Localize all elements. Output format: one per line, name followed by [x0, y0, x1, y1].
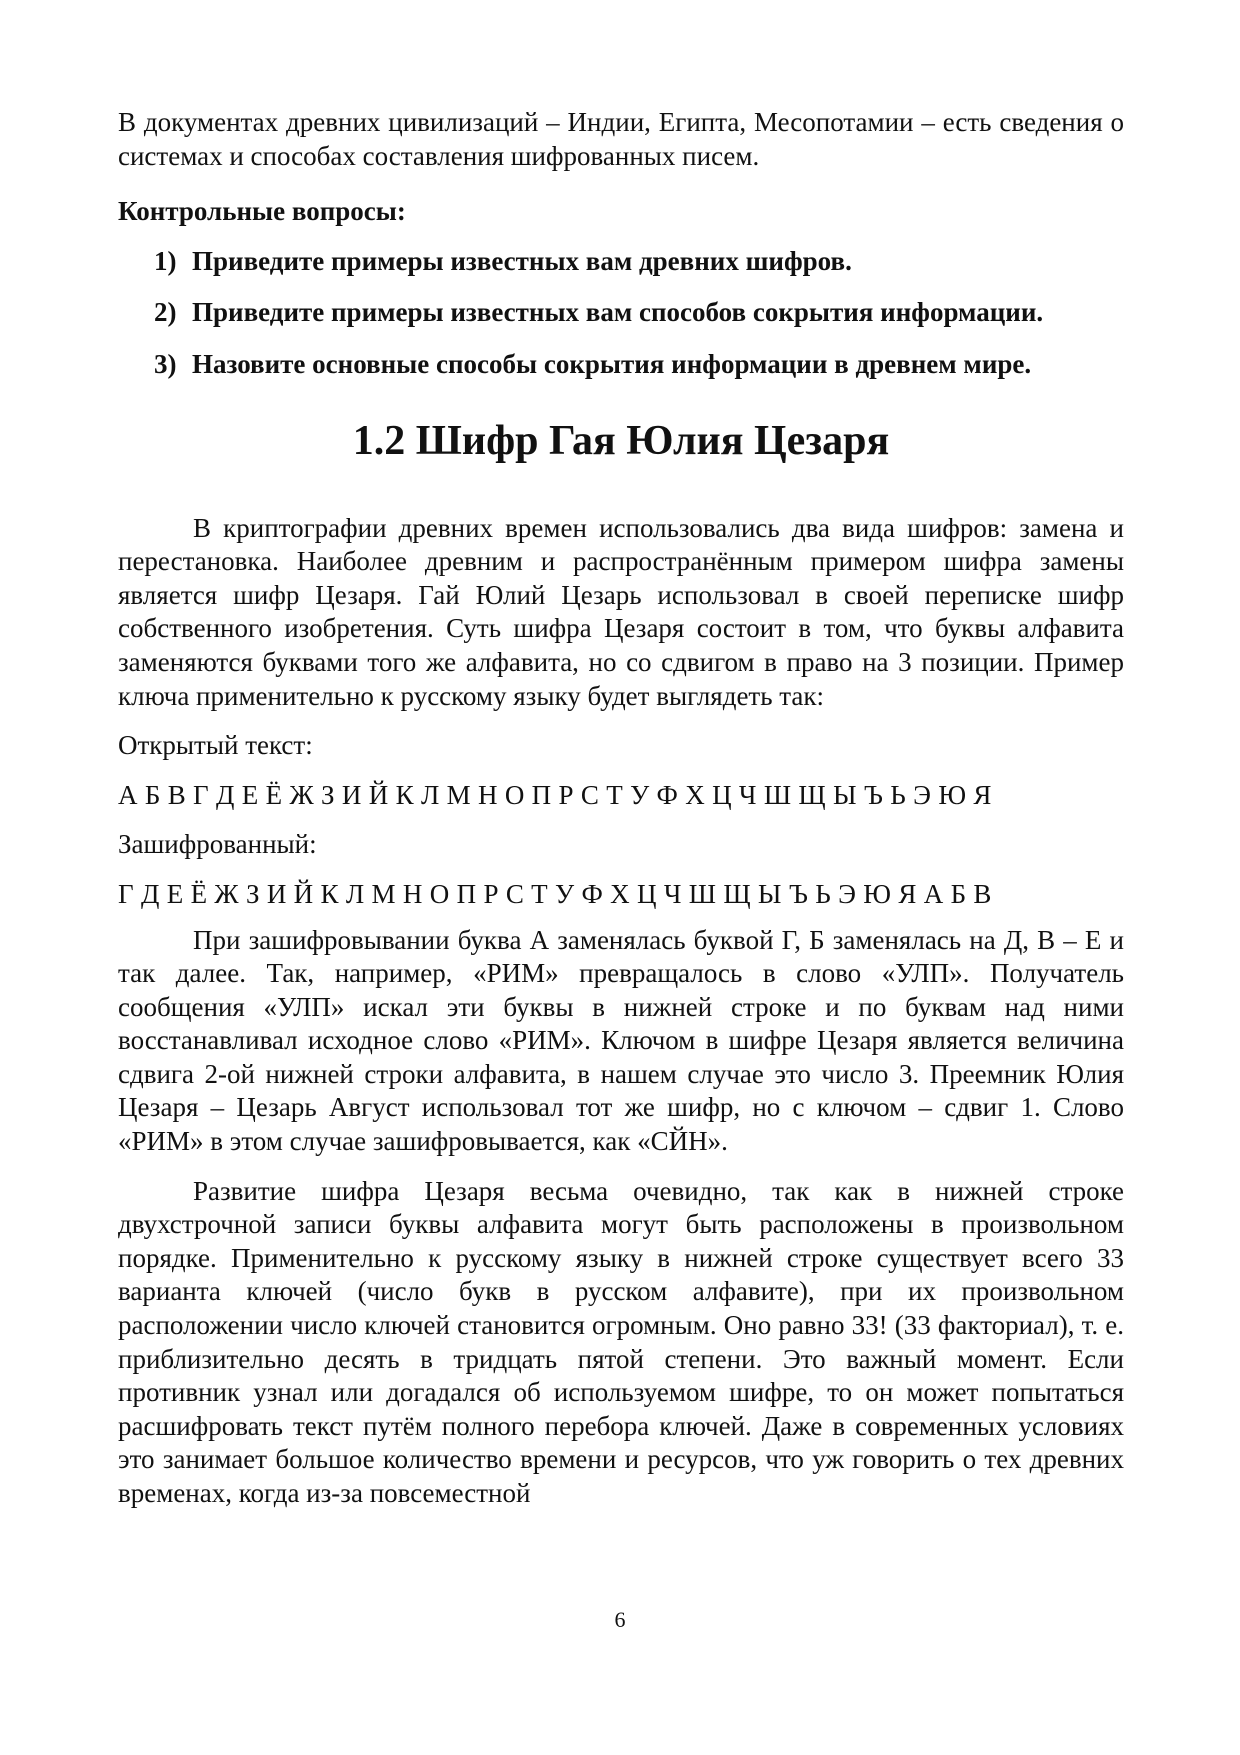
question-text: Приведите примеры известных вам способов сокрытия информации. [192, 297, 1044, 328]
question-item [118, 296, 1124, 330]
question-number: 1) [154, 245, 177, 276]
question-text: Назовите основные способы сокрытия информации в древнем мире. [192, 348, 1032, 379]
section-heading: 1.2 Шифр Гая Юлия Цезаря [352, 417, 890, 464]
question-number: 3) [154, 348, 177, 379]
body-paragraph-1: В криптографии древних времен использовались два вида шифров: замена и перестановка. Наиболее древним и распространённым примером шифра замены является шифр Цезаря. Гай Юлий Цезарь использовал в своей переписке шифр собственного изобретения. Суть шифра Цезаря состоит в том, что буквы алфавита заменяются буквами того же алфавита, но со сдвигом в право на 3 позиции. Пример ключа применительно к русскому языку будет выглядеть так: [118, 512, 1124, 711]
questions-title: Контрольные вопросы: [118, 196, 406, 227]
body-paragraph-3: Развитие шифра Цезаря весьма очевидно, так как в нижней строке двухстрочной записи буквы алфавита могут быть расположены в произвольном порядке. Применительно к русскому языку в нижней строке существует всего 33 варианта ключей (число букв в русском алфавите), при их произвольном расположении число ключей становится огромным. Оно равно 33! (33 факториал), т. е. приблизительно десять в тридцать пятой степени. Это важный момент. Если противник узнал или догадался об используемом шифре, то он может попытаться расшифровать текст путём полного перебора ключей. Даже в современных условиях это занимает большое количество времени и ресурсов, что уж говорить о тех древних временах, когда из-за повсеместной [118, 1175, 1124, 1508]
body-paragraph-2: При зашифровывании буква А заменялась буквой Г, Б заменялась на Д, В – Е и так далее. Так, например, «РИМ» превращалось в слово «УЛП». Получатель сообщения «УЛП» искал эти буквы в нижней строке и по буквам над ними восстанавливал исходное слово «РИМ». Ключом в шифре Цезаря является величина сдвига 2-ой нижней строки алфавита, в нашем случае это число 3. Преемник Юлия Цезаря – Цезарь Август использовал тот же шифр, но с ключом – сдвиг 1. Слово «РИМ» в этом случае зашифровывается, как «СЙН». [118, 924, 1124, 1157]
question-item [118, 348, 1124, 382]
question-item [118, 245, 1124, 279]
cipher-alphabet: Г Д Е Ё Ж З И Й К Л М Н О П Р С Т У Ф Х Ц Ч Ш Щ Ы Ъ Ь Э Ю Я А Б В [118, 878, 992, 909]
plain-text-label: Открытый текст: [118, 730, 313, 761]
page-number: 6 [614, 1607, 626, 1632]
document-page [118, 106, 1124, 1511]
question-text: Приведите примеры известных вам древних шифров. [192, 245, 852, 276]
plain-alphabet: А Б В Г Д Е Ё Ж З И Й К Л М Н О П Р С Т У Ф Х Ц Ч Ш Щ Ы Ъ Ь Э Ю Я [118, 779, 992, 810]
question-number: 2) [154, 297, 177, 328]
intro-paragraph: В документах древних цивилизаций – Индии, Египта, Месопотамии – есть сведения о системах и способах составления шифрованных писем. [118, 107, 1124, 171]
questions-list [118, 245, 1124, 382]
cipher-text-label: Зашифрованный: [118, 829, 317, 860]
